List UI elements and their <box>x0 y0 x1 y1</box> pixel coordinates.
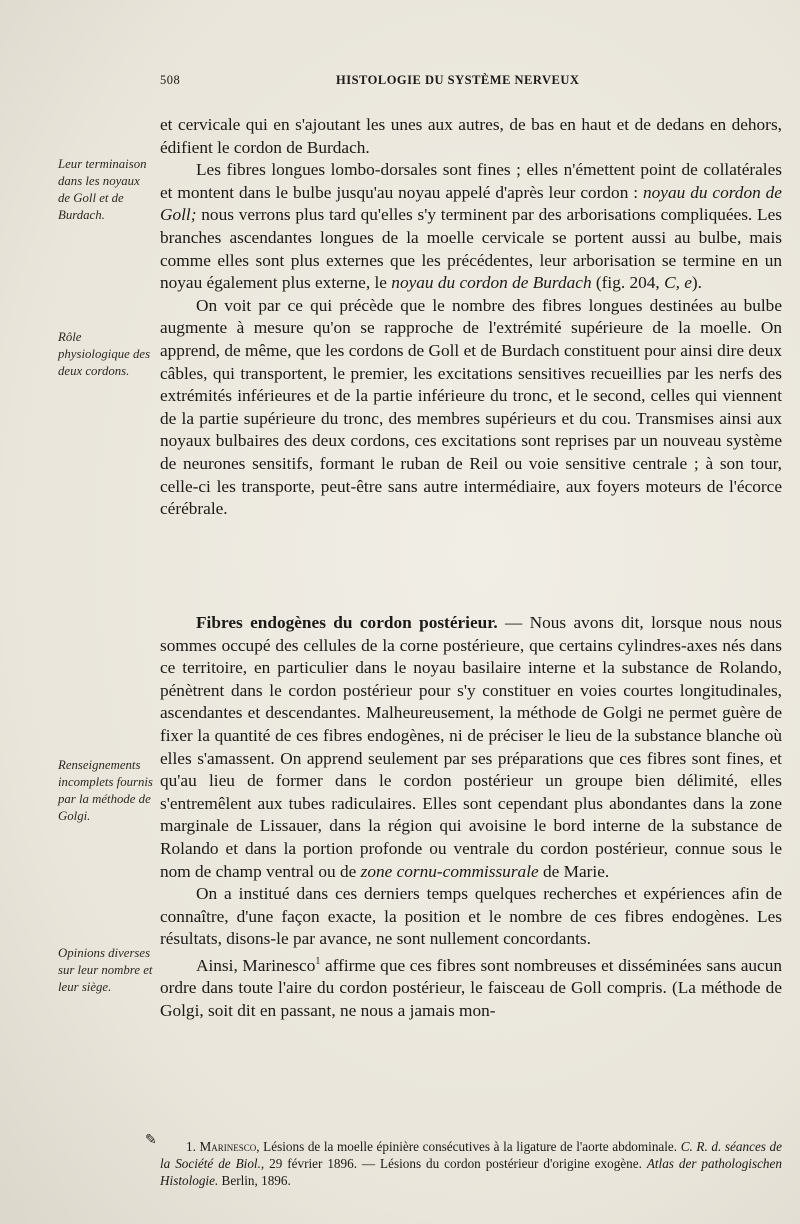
paragraph-role-physiologique: On voit par ce qui précède que le nombre des fibres longues destinées au bulbe augmente à mesure qu'on se rapproche de l'extrémité supérieure de la moelle. On apprend, de même, que les cordons de Goll et de Burdach constituent pour ainsi dire deux câbles, qui transportent, le premier, les excitations sensitives recueillies par les nerfs des extrémités inférieures et de la partie inférieure du tronc, et le second, celles qui viennent de la partie supérieure du tronc, des membres supérieurs et du cou. Transmises ainsi aux noyaux bulbaires des deux cordons, ces excitations sont reprises par un nouveau système de neurones sensitifs, formant le ruban de Reil ou voie sensitive centrale ; à son tour, celle-ci les transporte, peut-être sans autre intermédiaire, aux foyers moteurs de l'écorce cérébrale. <box>160 295 782 519</box>
term-noyau-burdach: noyau du cordon de Burdach <box>391 273 592 293</box>
term-noyau-goll: noyau du cordon de Goll; <box>160 182 782 225</box>
footnote-author: Marinesco, <box>199 1139 260 1154</box>
section-heading: Fibres endogènes du cordon postérieur. <box>196 613 498 632</box>
margin-note-1: Leur terminaison dans les noyaux de Goll et de Burdach. <box>58 157 147 222</box>
footnote-ref: 1 <box>315 955 321 967</box>
paragraph-opinions: On a institué dans ces derniers temps quelques recherches et expériences afin de connaître, d'une façon exacte, la position et le nombre de ces fibres endogènes. Les résultats, disons-le par avance, ne sont nullement concordants. <box>160 884 782 949</box>
footnote-number: 1. <box>186 1139 196 1154</box>
margin-note-2: Rôle physiologique des deux cordons. <box>58 330 151 378</box>
body-block-2 <box>160 612 782 1022</box>
running-title: HISTOLOGIE DU SYSTÈME NERVEUX <box>336 73 580 87</box>
footnote-marker-icon: ✎ <box>145 1133 157 1148</box>
page-header <box>160 73 780 93</box>
paragraph-marinesco: Ainsi, Marinesco$^1$ affirme que ces fibres sont nombreuses et disséminées sans aucun ordre dans toute l'aire du cordon postérieur, le faisceau de Goll compris. (La méthode de Golgi, soit dit en passant, ne nous a jamais mon- <box>160 955 783 1020</box>
figure-ref: C, e <box>664 273 692 293</box>
paragraph-fibres-longues: Les fibres longues lombo-dorsales sont fines ; elles n'émettent point de collatérales et montent dans le bulbe jusqu'au noyau appelé d'après leur cordon : noyau du cordon de Goll; nous verrons plus tard qu'elles s'y terminent par des arborisations compliquées. Les branches ascendantes longues de la moelle cervicale se portent aussi au bulbe, mais comme elles sont plus externes que les précédentes, leur arborisation se termine en un noyau également plus externe, le noyau du cordon de Burdach (fig. 204, C, e). <box>160 160 782 293</box>
footnote-block: 1. Marinesco, Lésions de la moelle épinière consécutives à la ligature de l'aorte abdominale. C. R. d. séances de la Société de Biol., 29 février 1896. — Lésions du cordon postérieur d'origine exogène. Atlas der pathologischen Histologie. Berlin, 1896. <box>160 1139 782 1188</box>
page-number: 508 <box>160 73 181 87</box>
paragraph-continuation: et cervicale qui en s'ajoutant les unes aux autres, de bas en haut et de dedans en dehors, édifient le cordon de Burdach. <box>160 115 782 157</box>
margin-note-3: Renseignements incomplets fournis par la méthode de Golgi. <box>58 758 153 823</box>
margin-note-4: Opinions diverses sur leur nombre et leur siège. <box>58 946 153 994</box>
body-block-1 <box>160 114 782 521</box>
paragraph-fibres-endogenes: Fibres endogènes du cordon postérieur. — Nous avons dit, lorsque nous nous sommes occupé des cellules de la corne postérieure, que certains cylindres-axes nés dans ce territoire, en particulier dans le noyau basilaire interne et la substance de Rolando, pénètrent dans le cordon postérieur pour s'y constituer en voies courtes longitudinales, ascendantes et descendantes. Malheureusement, la méthode de Golgi ne permet guère de fixer la quantité de ces fibres endogènes, ni de préciser le lieu de la substance blanche où elles s'amassent. On apprend seulement par ses préparations que ces fibres sont fines, et qu'au lieu de former dans le cordon postérieur un groupe bien délimité, elles s'entremêlent aux tubes radiculaires. Elles sont cependant plus abondantes dans la zone marginale de Lissauer, dans la région qui avoisine le bord interne de la substance de Rolando et dans la portion profonde ou ventrale du cordon postérieur, connue sous le nom de champ ventral ou de zone cornu-commissurale de Marie. <box>160 613 783 881</box>
term-zone-cornu-commissurale: zone cornu-commissurale <box>360 861 539 881</box>
